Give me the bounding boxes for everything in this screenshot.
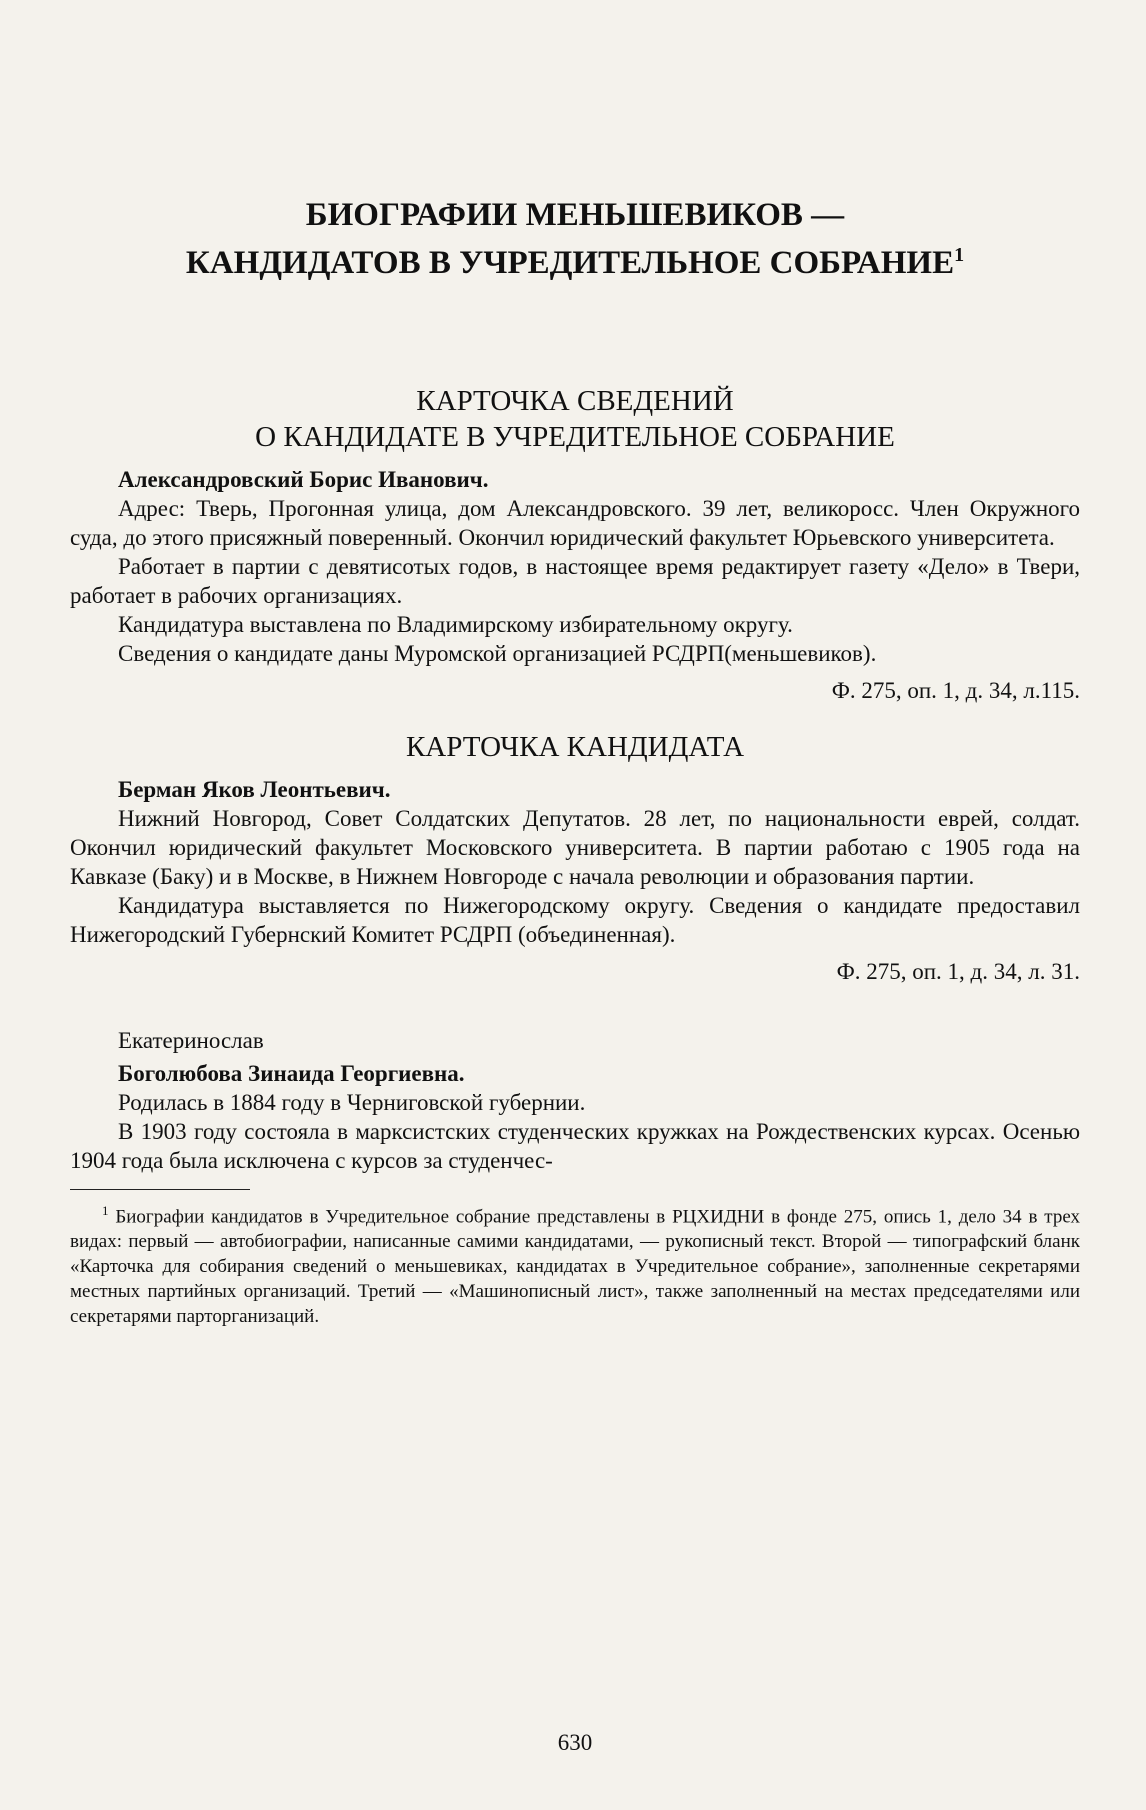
card2-title: КАРТОЧКА КАНДИДАТА xyxy=(405,731,745,763)
card2-paragraph-2: Кандидатура выставляется по Нижегородскому округу. Сведения о кандидате предоставил Нижегородский Губернский Комитет РСДРП (объединенная). xyxy=(70,893,1080,947)
card3-paragraph-1: Родилась в 1884 году в Черниговской губернии. xyxy=(118,1090,586,1115)
footnote xyxy=(70,1198,1080,1329)
card1-title-line-2: О КАНДИДАТЕ В УЧРЕДИТЕЛЬНОЕ СОБРАНИЕ xyxy=(255,421,895,453)
card3-city: Екатеринослав xyxy=(118,1028,264,1053)
footnote-text: Биографии кандидатов в Учредительное собрание представлены в РЦХИДНИ в фонде 275, опись 1, дело 34 в трех видах: первый — автобиографии, написанные самими кандидатами, — рукописный текст. Второй — типографский бланк «Карточка для собирания сведений о меньшевиках, кандидатах в Учредительное собрание», заполненные секретарями местных партийных организаций. Третий — «Машинописный лист», также заполненный на местах председателями или секретарями парторганизаций. xyxy=(70,1206,1081,1328)
card1-paragraph-2: Работает в партии с девятисотых годов, в настоящее время редактирует газету «Дело» в Твери, работает в рабочих организациях. xyxy=(70,554,1080,608)
title-line-1: БИОГРАФИИ МЕНЬШЕВИКОВ — xyxy=(305,197,845,233)
card2-name: Берман Яков Леонтьевич. xyxy=(118,777,391,802)
card1-paragraph-3: Кандидатура выставлена по Владимирскому избирательному округу. xyxy=(118,612,793,637)
page-title xyxy=(70,195,1080,283)
card2-archive-ref: Ф. 275, оп. 1, д. 34, л. 31. xyxy=(836,959,1080,984)
card3-name: Боголюбова Зинаида Георгиевна. xyxy=(118,1061,465,1086)
card1-paragraph-4: Сведения о кандидате даны Муромской организацией РСДРП(меньшевиков). xyxy=(118,641,877,666)
card2-paragraph-1: Нижний Новгород, Совет Солдатских Депутатов. 28 лет, по национальности еврей, солдат. Окончил юридический факультет Московского университета. В партии работаю с 1905 года на Кавказе (Баку) и в Москве, в Нижнем Новгороде с начала революции и образования партии. xyxy=(70,806,1080,889)
footnote-reference: 1 xyxy=(954,244,965,266)
title-line-2 xyxy=(70,235,1080,283)
document-page xyxy=(70,80,1080,1780)
card1-paragraph-1: Адрес: Тверь, Прогонная улица, дом Александровского. 39 лет, великоросс. Член Окружного суда, до этого присяжный поверенный. Окончил юридический факультет Юрьевского университета. xyxy=(70,496,1080,550)
card3-paragraph-2: В 1903 году состояла в марксистских студенческих кружках на Рождественских курсах. Осенью 1904 года была исключена с курсов за студенчес- xyxy=(70,1119,1080,1173)
card1-title-line-1: КАРТОЧКА СВЕДЕНИЙ xyxy=(416,385,734,417)
card1-archive-ref: Ф. 275, оп. 1, д. 34, л.115. xyxy=(831,678,1080,703)
footnote-mark: 1 xyxy=(102,1203,109,1218)
card1-name: Александровский Борис Иванович. xyxy=(118,467,489,492)
footnote-divider xyxy=(70,1189,250,1190)
page-number: 630 xyxy=(557,1730,593,1755)
title-line-2-text: КАНДИДАТОВ В УЧРЕДИТЕЛЬНОЕ СОБРАНИЕ xyxy=(185,245,955,281)
